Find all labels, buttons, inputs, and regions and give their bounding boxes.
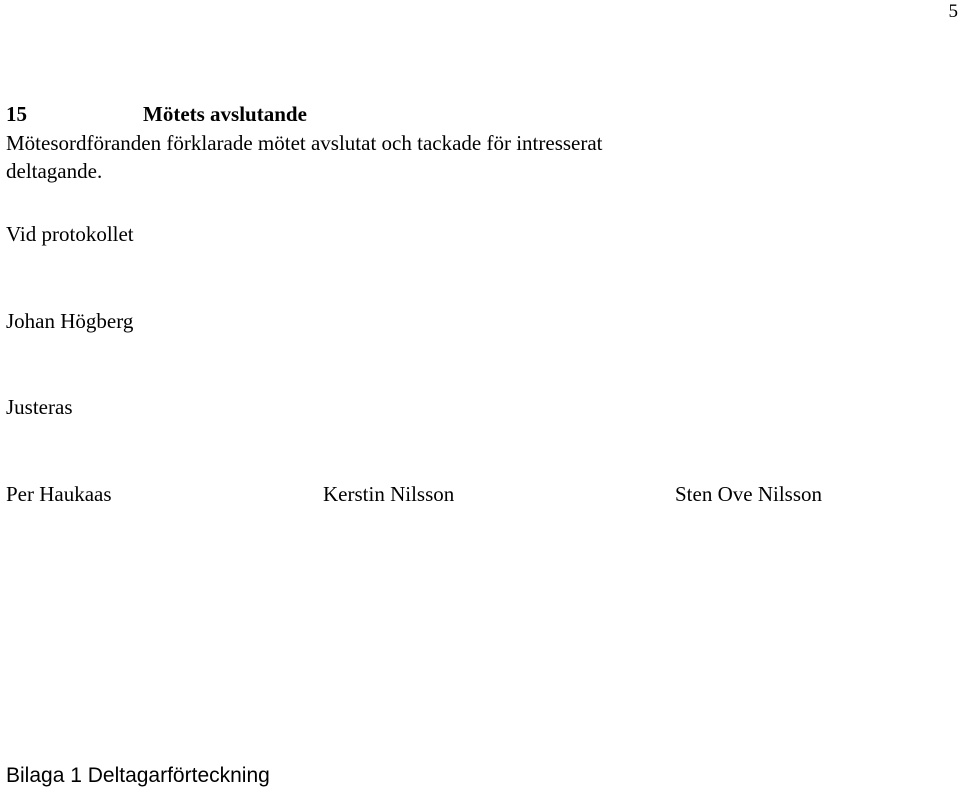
closing-text-line-1: Mötesordföranden förklarade mötet avslutat och tackade för intresserat xyxy=(6,131,603,155)
section-number: 15 xyxy=(6,102,27,126)
appendix-label: Bilaga 1 Deltagarförteckning xyxy=(6,764,270,787)
adjuster-name-2: Kerstin Nilsson xyxy=(323,482,455,506)
adjusted-label: Justeras xyxy=(6,395,73,419)
page-number: 5 xyxy=(948,1,958,22)
minutes-label: Vid protokollet xyxy=(6,222,134,246)
closing-text-line-2: deltagande. xyxy=(6,159,103,183)
adjuster-name-1: Per Haukaas xyxy=(6,482,112,506)
adjuster-name-3: Sten Ove Nilsson xyxy=(675,482,822,506)
section-title: Mötets avslutande xyxy=(143,102,307,126)
secretary-name: Johan Högberg xyxy=(6,309,134,333)
